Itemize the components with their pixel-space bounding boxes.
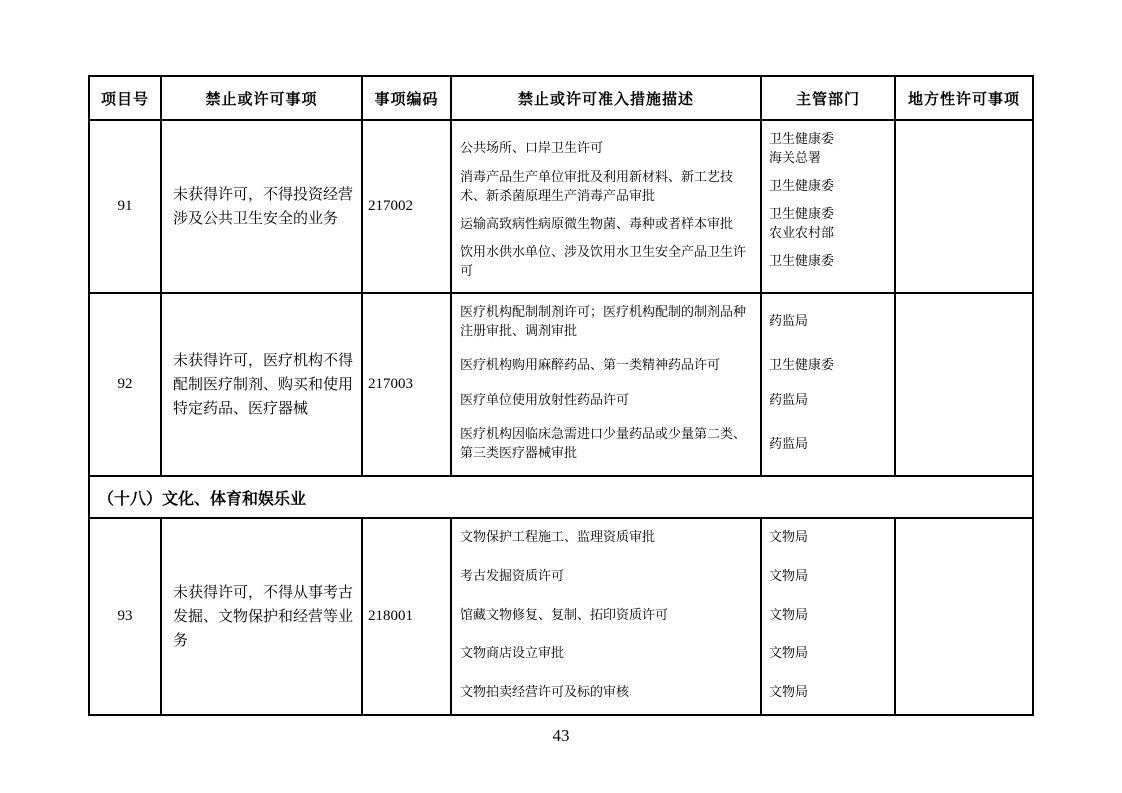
measure-department (760, 683, 894, 702)
measure-description: 文物保护工程施工、监理资质审批 (460, 529, 656, 544)
measure-department (760, 528, 894, 547)
department-line: 文物局 (769, 645, 809, 661)
measure-row (452, 303, 894, 341)
measure-description: 考古发掘资质许可 (460, 567, 565, 583)
measure-department (760, 435, 894, 454)
measure-row (452, 130, 894, 168)
table-row (90, 292, 1032, 475)
table-row (90, 517, 1032, 714)
measure-row (452, 168, 894, 206)
measure-row (452, 425, 894, 463)
measure-description: 文物商店设立审批 (460, 645, 565, 661)
measure-department (760, 312, 894, 331)
measures-cell (450, 121, 894, 292)
measure-description: 运输高致病性病原微生物菌、毒种或者样本审批 (460, 215, 734, 231)
item-code: 217003 (361, 294, 450, 475)
item-number: 93 (117, 608, 133, 624)
measure-row (452, 683, 894, 702)
measure-department (760, 391, 894, 410)
measure-description: 文物拍卖经营许可及标的审核 (460, 684, 630, 700)
page-number: 43 (552, 726, 570, 745)
department-line: 卫生健康委 (769, 357, 835, 373)
header-department: 主管部门 (760, 77, 894, 119)
measure-row (452, 243, 894, 281)
measure-department (760, 356, 894, 375)
measure-description: 医疗机构因临床急需进口少量药品或少量第二类、第三类医疗器械审批 (460, 426, 747, 461)
measure-description: 医疗单位使用放射性药品许可 (460, 391, 630, 407)
measure-row (452, 567, 894, 586)
measure-row (452, 528, 894, 547)
measures-cell (450, 519, 894, 714)
department-line: 药监局 (769, 391, 809, 407)
measure-department (760, 205, 894, 243)
header-measure-description: 禁止或许可准入措施描述 (450, 77, 760, 119)
measure-description: 消毒产品生产单位审批及利用新材料、新工艺技术、新杀菌原理生产消毒产品审批 (460, 168, 734, 203)
item-code: 218001 (361, 519, 450, 714)
local-permit-cell (894, 294, 1032, 475)
prohibited-item-text: 未获得许可，不得投资经营涉及公共卫生安全的业务 (160, 121, 361, 292)
header-item-code: 事项编码 (361, 77, 450, 119)
item-code: 217002 (361, 121, 450, 292)
department-line: 药监局 (769, 435, 809, 451)
item-number: 92 (117, 376, 133, 392)
local-permit-cell (894, 121, 1032, 292)
department-line: 文物局 (769, 529, 809, 544)
prohibited-item-text: 未获得许可，医疗机构不得配制医疗制剂、购买和使用特定药品、医疗器械 (160, 294, 361, 475)
section-header-row: （十八）文化、体育和娱乐业 (90, 475, 1032, 517)
measures-cell (450, 294, 894, 475)
department-line: 文物局 (769, 567, 809, 583)
department-line: 文物局 (769, 606, 809, 622)
department-line: 海关总署 (769, 149, 822, 165)
measure-department (760, 606, 894, 625)
department-line: 卫生健康委 (769, 178, 835, 194)
department-line: 卫生健康委 (769, 131, 835, 146)
department-line: 卫生健康委 (769, 253, 835, 269)
table-header-row (90, 77, 1032, 119)
measure-department (760, 567, 894, 586)
measure-department (760, 130, 894, 168)
measure-description: 医疗机构购用麻醉药品、第一类精神药品许可 (460, 357, 721, 373)
measure-row (452, 205, 894, 243)
measure-department (760, 252, 894, 271)
measure-department (760, 177, 894, 196)
department-line: 农业农村部 (769, 225, 835, 241)
department-line: 药监局 (769, 313, 809, 329)
prohibited-item-text: 未获得许可，不得从事考古发掘、文物保护和经营等业务 (160, 519, 361, 714)
header-prohibited-item: 禁止或许可事项 (160, 77, 361, 119)
measure-row (452, 644, 894, 663)
measure-description: 公共场所、口岸卫生许可 (460, 140, 604, 156)
market-access-permit-table (88, 75, 1034, 716)
header-item-number: 项目号 (100, 91, 149, 108)
header-local-permit: 地方性许可事项 (894, 77, 1032, 119)
local-permit-cell (894, 519, 1032, 714)
table-row (90, 119, 1032, 292)
department-line: 卫生健康委 (769, 206, 835, 222)
measure-description: 医疗机构配制制剂许可；医疗机构配制的制剂品种注册审批、调剂审批 (460, 304, 747, 338)
measure-description: 馆藏文物修复、复制、拓印资质许可 (460, 606, 669, 622)
measure-row (452, 606, 894, 625)
measure-row (452, 391, 894, 410)
measure-row (452, 356, 894, 375)
item-number: 91 (117, 198, 133, 214)
measure-description: 饮用水供水单位、涉及饮用水卫生安全产品卫生许可 (460, 244, 747, 278)
measure-department (760, 644, 894, 663)
department-line: 文物局 (769, 684, 809, 700)
